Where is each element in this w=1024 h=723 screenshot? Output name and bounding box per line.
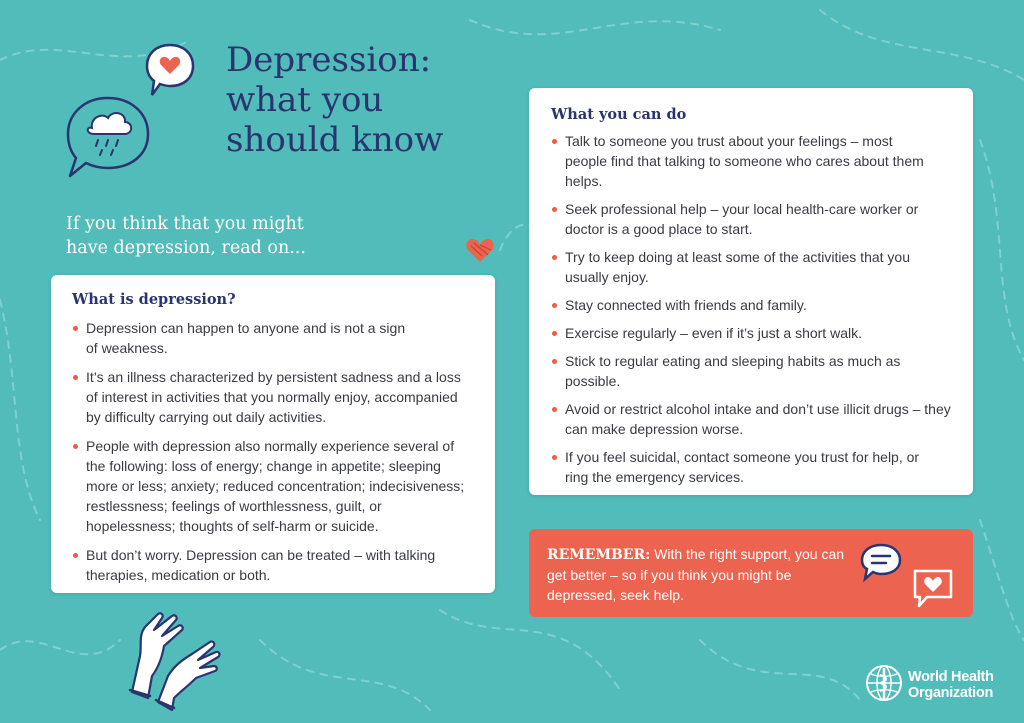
who-name-line: World Health: [908, 669, 994, 685]
list-item: It’s an illness characterized by persistent sadness and a loss of interest in activities that you normally enjoy, accompanied by difficulty carrying out daily activities.: [72, 367, 461, 427]
subtitle-line: have depression, read on...: [66, 238, 306, 258]
page-title: [226, 40, 443, 160]
list-item: But don’t worry. Depression can be treated – with talking therapies, medication or both.: [72, 545, 475, 585]
list-item: Stay connected with friends and family.: [551, 295, 951, 315]
list-item: Seek professional help – your local health-care worker or doctor is a good place to start.: [551, 199, 935, 239]
title-line: should know: [226, 120, 444, 160]
list-item: People with depression also normally experience several of the following: loss of energy; change in appetite; sleeping more or less; anxiety; reduced concentration; indecisiveness; restlessness; feelings of worthlessness, guilt, or hopelessness; thoughts of self-harm or suicide.: [72, 436, 475, 536]
who-name-line: Organization: [908, 685, 994, 701]
list-item: Stick to regular eating and sleeping habits as much as possible.: [551, 351, 925, 391]
who-emblem-icon: [864, 663, 904, 703]
title-line: Depression:: [226, 40, 432, 80]
what-you-can-do-list: [551, 131, 951, 487]
list-item: Exercise regularly – even if it’s just a short walk.: [551, 323, 951, 343]
list-item: Talk to someone you trust about your feelings – most people find that talking to someone who cares about them helps.: [551, 131, 925, 191]
remember-message: With the right support, you can get better – so if you think you might be depressed, seek help.: [547, 546, 845, 603]
who-logo: [864, 663, 1014, 709]
what-you-can-do-card: [529, 88, 973, 495]
heart-icon: [464, 236, 496, 264]
page-subtitle: [66, 212, 306, 260]
who-name: [908, 669, 994, 701]
hands-icon: [118, 606, 228, 712]
thought-cloud-rain-icon: [62, 92, 154, 184]
list-item: If you feel suicidal, contact someone you trust for help, or ring the emergency services.: [551, 447, 940, 487]
heart-speech-bubble-icon: [144, 42, 196, 98]
list-item: Try to keep doing at least some of the activities that you usually enjoy.: [551, 247, 925, 287]
list-item: Avoid or restrict alcohol intake and don’t use illicit drugs – they can make depression worse.: [551, 399, 955, 439]
list-item: Depression can happen to anyone and is not a sign of weakness.: [72, 318, 416, 358]
heart-chat-bubble-icon: [911, 567, 955, 609]
remember-keyword: REMEMBER:: [547, 547, 651, 563]
chat-bubble-icon: [859, 542, 903, 582]
remember-text: [547, 544, 847, 605]
what-is-depression-list: [72, 318, 475, 585]
remember-box: [529, 529, 973, 617]
title-line: what you: [226, 80, 384, 120]
what-is-depression-card: [51, 275, 495, 593]
subtitle-line: If you think that you might: [66, 214, 304, 234]
what-is-depression-heading: What is depression?: [72, 291, 236, 308]
what-you-can-do-heading: What you can do: [551, 106, 687, 123]
